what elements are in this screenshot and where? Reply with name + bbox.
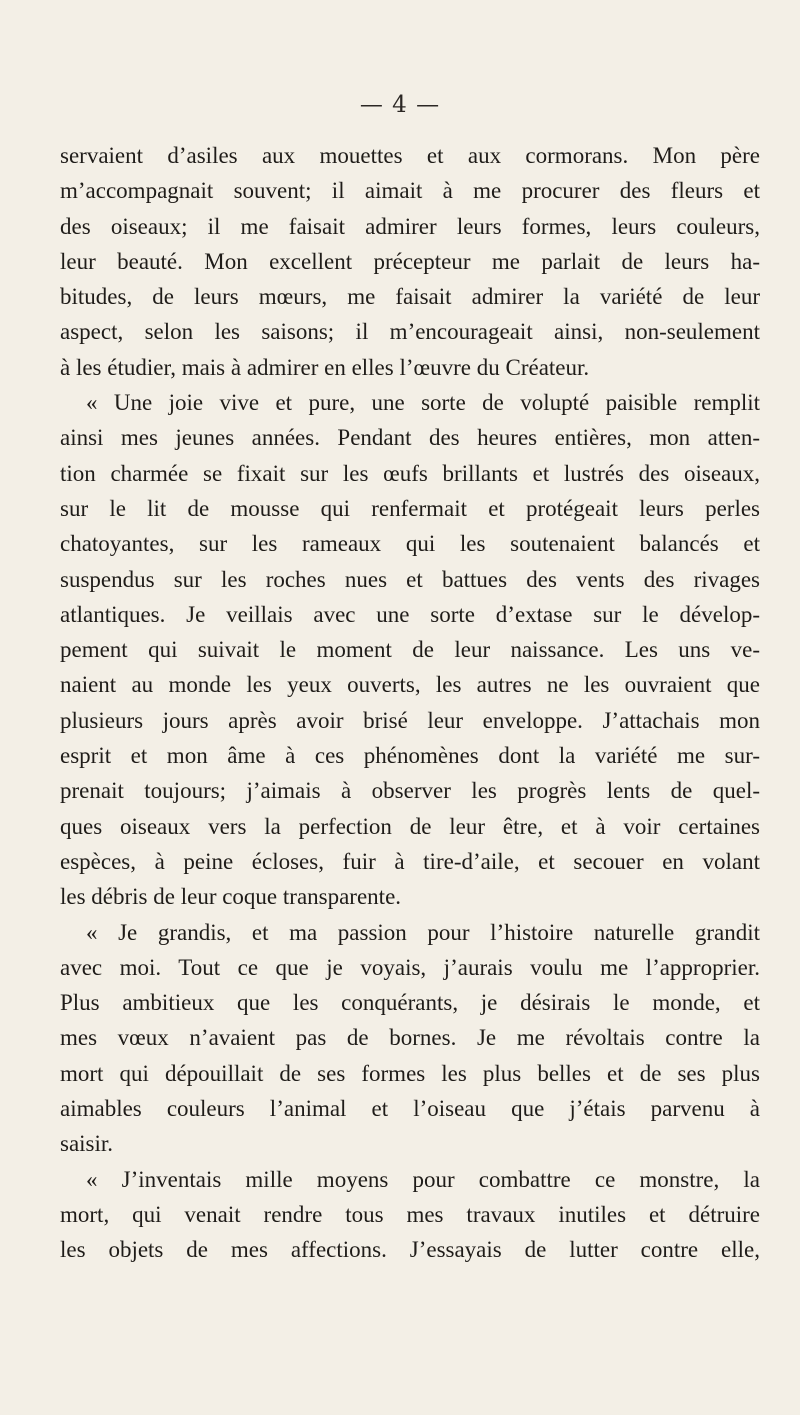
text-line: bitudes, de leurs mœurs, me faisait admirer la variété de leur [60, 284, 760, 310]
text-line: leur beauté. Mon excellent précepteur me parlait de leurs ha- [60, 248, 760, 274]
text-line: Plus ambitieux que les conquérants, je désirais le monde, et [60, 990, 760, 1016]
text-line: « J’inventais mille moyens pour combattre ce monstre, la [86, 1166, 760, 1192]
text-line: suspendus sur les roches nues et battues des vents des rivages [60, 566, 760, 592]
text-line: mes vœux n’avaient pas de bornes. Je me révoltais contre la [60, 1025, 760, 1051]
text-line: à les étudier, mais à admirer en elles l’œuvre du Créateur. [60, 354, 590, 380]
text-line: « Une joie vive et pure, une sorte de volupté paisible remplit [86, 390, 760, 416]
text-line: les débris de leur coque transparente. [60, 884, 402, 910]
page-body-text [60, 138, 760, 1268]
text-line: esprit et mon âme à ces phénomènes dont la variété me sur- [60, 743, 760, 769]
text-line: « Je grandis, et ma passion pour l’histoire naturelle grandit [86, 919, 760, 945]
text-line: ainsi mes jeunes années. Pendant des heures entières, mon atten- [60, 425, 760, 451]
text-line: atlantiques. Je veillais avec une sorte d’extase sur le dévelop- [60, 601, 760, 627]
text-line: pement qui suivait le moment de leur naissance. Les uns ve- [60, 637, 760, 663]
text-line: prenait toujours; j’aimais à observer les progrès lents de quel- [60, 778, 760, 804]
text-line: tion charmée se fixait sur les œufs brillants et lustrés des oiseaux, [60, 460, 760, 486]
text-line: des oiseaux; il me faisait admirer leurs formes, leurs couleurs, [60, 213, 760, 239]
text-line: aimables couleurs l’animal et l’oiseau que j’étais parvenu à [60, 1096, 760, 1122]
text-line: naient au monde les yeux ouverts, les autres ne les ouvraient que [60, 672, 760, 698]
text-line: les objets de mes affections. J’essayais de lutter contre elle, [60, 1237, 760, 1263]
text-line: saisir. [60, 1131, 114, 1157]
text-line: chatoyantes, sur les rameaux qui les soutenaient balancés et [60, 531, 760, 557]
text-line: ques oiseaux vers la perfection de leur être, et à voir certaines [60, 813, 760, 839]
text-line: m’accompagnait souvent; il aimait à me procurer des fleurs et [60, 178, 760, 204]
text-line: avec moi. Tout ce que je voyais, j’aurais voulu me l’approprier. [60, 954, 760, 980]
page-number: — 4 — [359, 92, 441, 118]
text-line: mort, qui venait rendre tous mes travaux inutiles et détruire [60, 1201, 760, 1227]
text-line: mort qui dépouillait de ses formes les plus belles et de ses plus [60, 1060, 760, 1086]
text-line: aspect, selon les saisons; il m’encourageait ainsi, non-seulement [60, 319, 760, 345]
text-line: plusieurs jours après avoir brisé leur enveloppe. J’attachais mon [60, 707, 760, 733]
text-line: servaient d’asiles aux mouettes et aux cormorans. Mon père [60, 143, 760, 168]
text-line: sur le lit de mousse qui renfermait et protégeait leurs perles [60, 495, 760, 521]
text-line: espèces, à peine écloses, fuir à tire-d’aile, et secouer en volant [60, 848, 760, 874]
